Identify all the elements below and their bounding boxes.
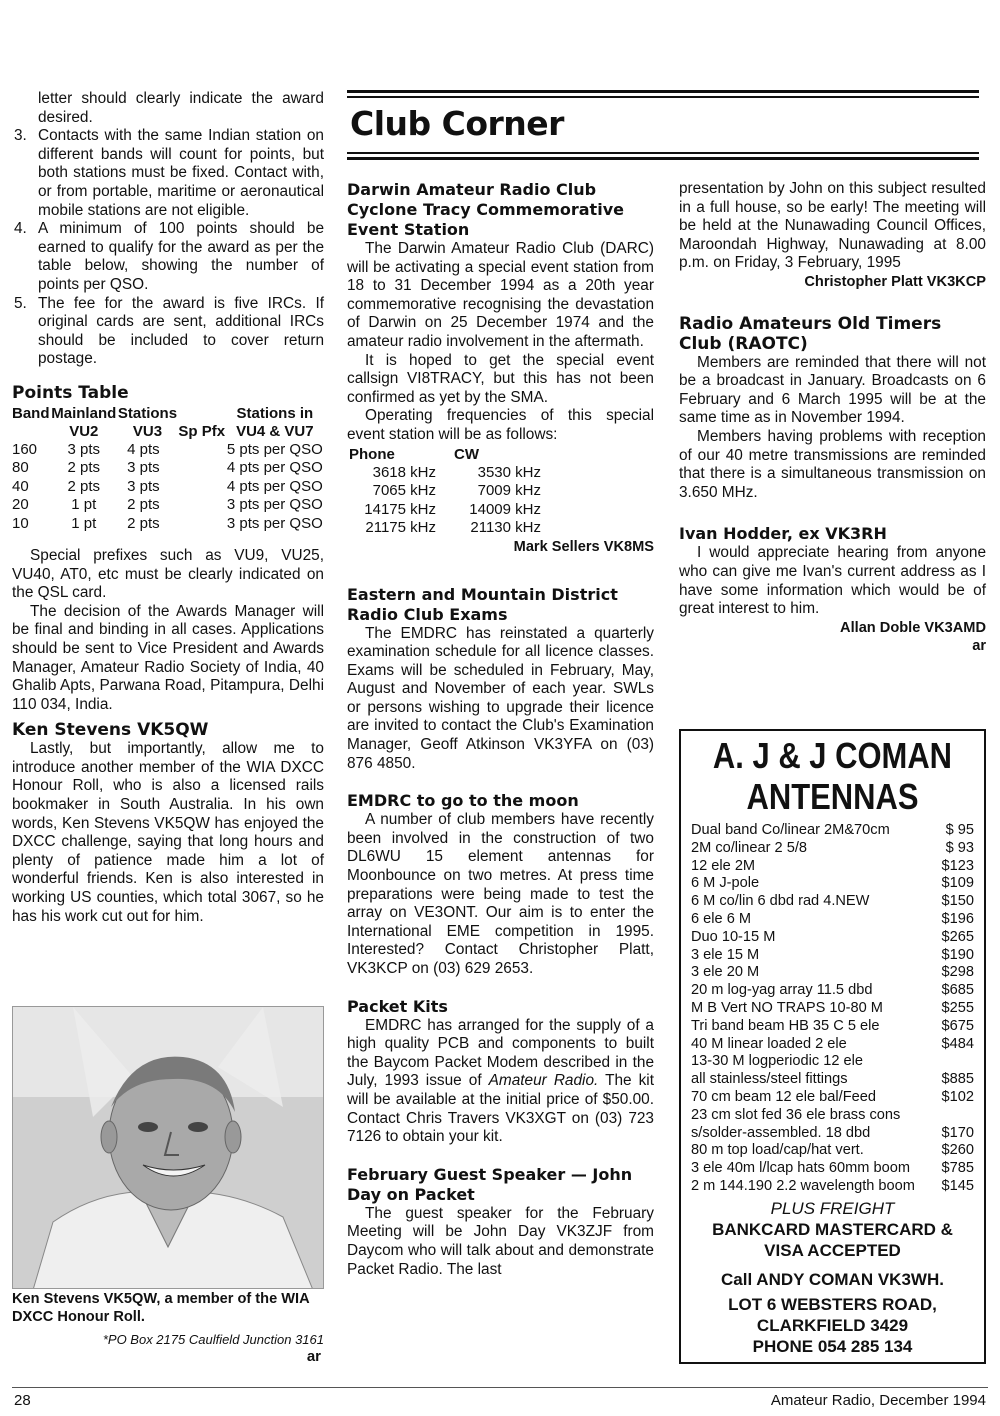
points-cell-mainland: 3 pts [67,440,101,458]
frequency-row [349,464,559,483]
emdrc-moon-para: A number of club members have recently been involved in the construction of two DL6WU 15 element antennas for Moonbounce on two metres. At press time preparations were being made to test the array on VE3ONT. Our aim is to enter the International EME competition in 1995. Interested? Contact Christopher Platt, VK3KCP on (03) 629 2653. [347,811,654,977]
end-mark-col1: ar [306,1348,321,1365]
award-rules-list [12,90,324,369]
ad-item-row [691,929,974,947]
ad-item-price: $145 [941,1177,974,1194]
darwin-para-2: It is hoped to get the special event callsign VI8TRACY, but this has not been confirmed as yet by the SMA. [347,351,654,406]
raotc-para-2: Members having problems with reception of our 40 metre transmissions are reminded that there is a simultaneous transmission on 3.650 MHz. [679,427,986,501]
award-rule-continued: letter should clearly indicate the award desired. [38,90,324,126]
ad-item-name: 80 m top load/cap/hat vert. [691,1142,864,1159]
ad-item-price: $ 95 [945,822,974,838]
page-number: 28 [14,1392,31,1409]
end-mark-col3: ar [972,638,986,655]
ad-address-line-2: CLARKFIELD 3429 [756,1315,909,1335]
ad-item-name: 2M co/linear 2 5/8 [691,839,808,856]
feb-speaker-signature: Christopher Platt VK3KCP [804,273,986,290]
frequency-cw: 3530 kHz [477,463,541,481]
ad-item-name: Dual band Co/linear 2M&70cm [691,822,890,838]
ad-item-price: $109 [941,875,974,892]
col-header-band: Band [12,404,50,422]
frequency-phone: 14175 kHz [364,500,436,518]
para-ken-stevens: Lastly, but importantly, allow me to introduce another member of the WIA DXCC Honour Roll, who is also a licensed rails bookmaker in South Australia. In his own words, Ken Stevens VK5QW has enjoyed the DXCC challenge, saying that long hours and plenty of patience made him a lot of wonderful friends. Ken is also interested in working US counties, which total 3067, so he has his work cut out for him. [12,740,324,925]
ad-item-name: 70 cm beam 12 ele bal/Feed [691,1088,876,1105]
raotc-heading: Radio Amateurs Old Timers Club (RAOTC) [679,313,942,354]
ad-item-price [938,1053,974,1071]
ad-item-name: 2 m 144.190 2.2 wavelength boom [691,1177,915,1194]
frequency-phone: 21175 kHz [365,519,436,537]
ad-item-name: 3 ele 40m l/lcap hats 60mm boom [691,1160,911,1177]
ad-item-row [691,1018,974,1036]
points-cell-vu3: 3 pts [127,459,160,477]
ad-item-row [691,947,974,965]
ad-item-price: $265 [941,928,974,945]
frequency-phone: 3618 kHz [372,463,436,481]
ad-item-name: all stainless/steel fittings [691,1071,848,1088]
ad-item-row [691,1178,974,1196]
ad-item-name: M B Vert NO TRAPS 10-80 M [691,999,883,1016]
feb-speaker-para: The guest speaker for the February Meeting will be John Day VK3ZJF from Daycom who will talk about and demonstrate Packet Radio. The last [347,1204,654,1278]
ad-item-name: 20 m log-yag array 11.5 dbd [691,982,873,999]
ivan-hodder-signature: Allan Doble VK3AMD [840,619,986,636]
freq-header-phone: Phone [349,445,395,463]
col-header-vu3: Stations VU3 [117,404,178,440]
points-cell-vu47: 4 pts per QSO [226,459,323,477]
feb-speaker-heading: February Guest Speaker — John Day on Packet [347,1164,633,1204]
ad-item-row [691,822,974,840]
frequency-row [349,482,559,501]
ad-item-row [691,1107,974,1125]
ad-item-price: $196 [941,910,974,927]
col-header-mainland: Mainland VU2 [51,404,117,440]
ad-item-row [691,858,974,876]
club-corner-top-rule [347,90,979,98]
freq-header-cw: CW [454,445,479,463]
ad-item-price [938,1107,974,1125]
ad-item-price: $785 [941,1160,974,1177]
points-table-heading: Points Table [12,382,129,403]
ad-item-row [691,911,974,929]
points-cell-mainland: 2 pts [67,459,101,477]
points-table-body [12,441,324,533]
ad-item-name: 6 M co/lin 6 dbd rad 4.NEW [691,893,870,910]
award-rule-4: 4. A minimum of 100 points should be earned to qualify for the award as per the table below, showing the number of points per QSO. [14,220,324,293]
frequency-row [349,501,559,520]
points-cell-vu47: 5 pts per QSO [226,440,323,458]
col-header-vu4-vu7: Stations in VU4 & VU7 [236,404,314,440]
ad-item-name: 3 ele 15 M [691,946,760,963]
ad-item-price: $298 [941,964,974,981]
ivan-hodder-heading: Ivan Hodder, ex VK3RH [679,524,887,544]
points-cell-band: 80 [12,459,29,477]
frequency-cw: 7009 kHz [477,482,541,500]
ad-item-row [691,893,974,911]
ad-item-price: $260 [941,1142,974,1159]
ad-item-name: 3 ele 20 M [691,964,760,981]
ad-item-row [691,1071,974,1089]
photo-caption: Ken Stevens VK5QW, a member of the WIA DXCC Honour Roll. [12,1291,310,1325]
points-cell-mainland: 1 pt [71,496,97,514]
col-header-sppfx: Sp Pfx [178,422,226,440]
ivan-hodder-para: I would appreciate hearing from anyone who can give me Ivan's current address as I have some information which would be of great interest to him. [679,544,986,618]
points-row [12,496,324,514]
ad-item-row [691,840,974,858]
emdrc-exams-para: The EMDRC has reinstated a quarterly examination schedule for all licence classes. Exams will be scheduled in February, May, August and November of each year. SWLs or persons wishing to upgrade their licence are invited to contact the Club's Examination Manager, Geoff Atkinson VK3YFA on (03) 876 4850. [347,624,654,772]
middle-column [347,180,654,1279]
ad-item-price: $484 [941,1035,974,1052]
para-special-prefixes: Special prefixes such as VU9, VU25, VU40, AT0, etc must be clearly indicated on the QSL card. [12,546,324,602]
points-row [12,515,324,533]
points-cell-band: 160 [12,440,38,458]
ad-cards-line-2: VISA ACCEPTED [764,1240,901,1260]
ad-item-price: $685 [941,982,974,999]
points-cell-band: 40 [12,477,29,495]
publication-line: Amateur Radio, December 1994 [770,1392,986,1409]
footer-rule [12,1387,988,1388]
feb-speaker-continued: presentation by John on this subject resulted in a full house, so be early! The meeting will be held at the Nunawading Council Offices, Maroondah Highway, Nunawading at 8.00 p.m. on Friday, 3 February, 1995 [679,180,986,272]
points-row [12,441,324,459]
frequency-phone: 7065 kHz [372,482,436,500]
packet-kits-para: EMDRC has arranged for the supply of a high quality PCB and components to built the Baycom Packet Modem described in the July, 1993 issue of Amateur Radio. The kit will be available at the initial price of $50.00. Contact Chris Travers VK3XGT on (03) 723 7126 to obtain your kit. [347,1016,655,1146]
ad-item-price: $102 [941,1088,974,1105]
ad-item-price: $190 [941,946,974,963]
ad-cards-line-1: BANKCARD MASTERCARD & [712,1219,953,1239]
ad-price-list [691,822,974,1196]
raotc-para-1: Members are reminded that there will not be a broadcast in January. Broadcasts on 6 February and 6 March 1995 will be at the same time as in November 1994. [679,353,986,427]
ad-title-line-2: ANTENNAS [746,776,919,817]
portrait-illustration [13,1007,324,1289]
darwin-para-1: The Darwin Amateur Radio Club (DARC) will be activating a special event station from 18 to 31 December 1994 as a 20th year commemorative recognising the devastation of Darwin on 25 December 1974 and the amateur radio involvement in the aftermath. [347,240,654,350]
ad-item-name: 40 M linear loaded 2 ele [691,1035,847,1052]
frequency-row [349,519,559,538]
points-cell-band: 10 [12,514,29,532]
right-column [679,180,986,656]
ad-item-name: 13-30 M logperiodic 12 ele [691,1053,863,1070]
ad-item-price: $170 [941,1124,974,1141]
ad-item-row [691,1089,974,1107]
ad-item-row [691,982,974,1000]
packet-kits-heading: Packet Kits [347,996,448,1016]
points-cell-vu47: 4 pts per QSO [226,477,323,495]
ad-item-name: Duo 10-15 M [691,928,776,945]
ad-plus-freight: PLUS FREIGHT [770,1198,895,1218]
points-cell-vu47: 3 pts per QSO [226,496,323,514]
club-corner-title: Club Corner [350,104,564,143]
ad-item-price: $ 93 [945,839,974,856]
ad-address-line-1: LOT 6 WEBSTERS ROAD, [728,1294,937,1314]
points-cell-vu47: 3 pts per QSO [226,514,323,532]
ad-item-row [691,1160,974,1178]
club-corner-bottom-rule [347,152,979,160]
ad-item-price: $150 [941,893,974,910]
frequency-header-row [349,445,559,464]
ad-item-row [691,875,974,893]
ad-item-name: Tri band beam HB 35 C 5 ele [691,1017,880,1034]
ad-item-name: 23 cm slot fed 36 ele brass cons [691,1106,901,1123]
ad-phone-line: PHONE 054 285 134 [752,1336,913,1356]
frequency-table-body [349,464,559,538]
points-table [12,405,324,533]
darwin-para-3: Operating frequencies of this special event station will be as follows: [347,407,654,443]
coman-antennas-ad [679,729,986,1364]
darwin-signature: Mark Sellers VK8MS [513,538,654,555]
ad-item-row [691,1000,974,1018]
points-cell-mainland: 2 pts [67,477,101,495]
points-table-header-row [12,405,324,441]
darwin-heading: Darwin Amateur Radio Club Cyclone Tracy Commemorative Event Station [347,180,624,239]
points-row [12,478,324,496]
ad-item-price: $123 [941,857,974,874]
para-awards-decision: The decision of the Awards Manager will be final and binding in all cases. Applications should be sent to Vice President and Awards Manager, Amateur Radio Society of India, 40 Ghalib Apts, Parwana Road, Pitampura, Delhi 110 034, India. [12,602,324,713]
left-column [12,90,324,926]
points-cell-vu3: 4 pts [127,440,160,458]
ad-item-row [691,964,974,982]
emdrc-moon-heading: EMDRC to go to the moon [347,791,579,811]
award-rule-5: 5. The fee for the award is five IRCs. If original cards are sent, additional IRCs should be included to cover return postage. [14,294,324,368]
points-cell-band: 20 [12,496,29,514]
ad-item-name: 6 ele 6 M [691,910,752,927]
ad-item-price: $255 [941,999,974,1016]
ad-item-row [691,1036,974,1054]
ad-item-name: s/solder-assembled. 18 dbd [691,1124,871,1141]
emdrc-exams-heading: Eastern and Mountain District Radio Club Exams [347,584,618,624]
ad-item-row [691,1053,974,1071]
frequency-table [349,445,559,538]
ken-stevens-heading: Ken Stevens VK5QW [12,720,209,741]
ad-item-name: 12 ele 2M [691,857,756,874]
points-cell-vu3: 2 pts [127,514,160,532]
ad-title-line-1: A. J & J COMAN [712,735,953,776]
ad-item-row [691,1142,974,1160]
ad-item-row [691,1125,974,1143]
author-po-box: *PO Box 2175 Caulfield Junction 3161 [102,1332,324,1347]
ad-item-price: $885 [941,1071,974,1088]
ad-call-line: Call ANDY COMAN VK3WH. [721,1269,944,1289]
points-cell-mainland: 1 pt [71,514,97,532]
points-cell-vu3: 2 pts [127,496,160,514]
points-row [12,459,324,477]
ad-item-price: $675 [941,1017,974,1034]
ad-item-name: 6 M J-pole [691,875,760,892]
points-cell-vu3: 3 pts [127,477,160,495]
ad-price-list-body [691,822,974,1196]
ken-stevens-photo [12,1006,324,1289]
frequency-cw: 21130 kHz [470,519,541,537]
award-rule-3: 3. Contacts with the same Indian station on different bands will count for points, but both stations must be fixed. Contact with, or from portable, maritime or aeronautical mobile stations are not eligible. [14,127,324,219]
frequency-cw: 14009 kHz [469,500,541,518]
